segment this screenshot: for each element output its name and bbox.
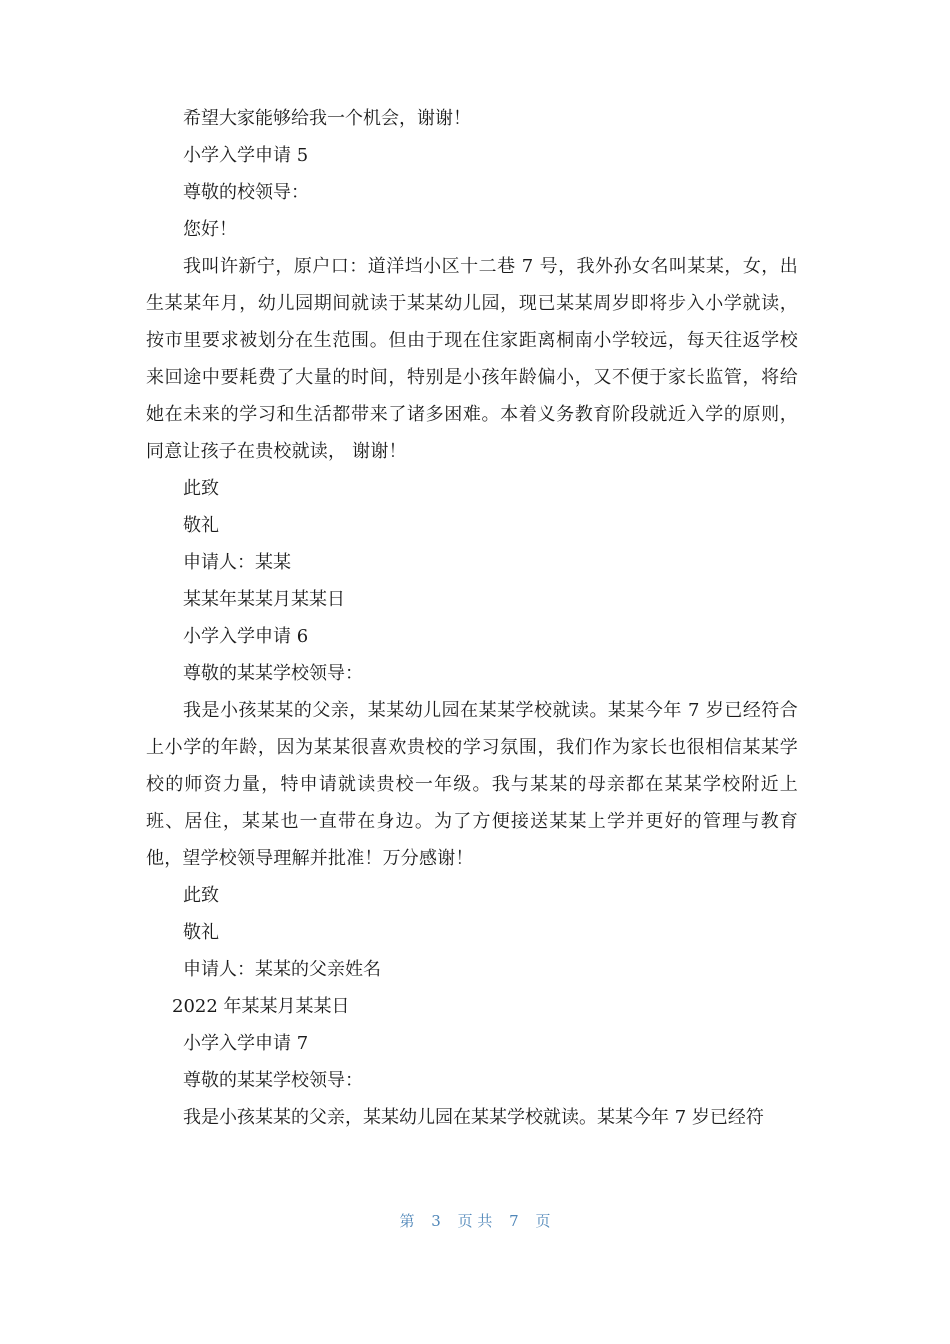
date-6: 2022 年某某月某某日 bbox=[172, 996, 350, 1017]
applicant-6: 申请人：某某的父亲姓名 bbox=[183, 959, 381, 980]
salutation-7: 尊敬的某某学校领导： bbox=[183, 1070, 363, 1091]
footer-middle: 页 共 bbox=[457, 1212, 493, 1230]
document-body bbox=[146, 100, 798, 1136]
body-paragraph-5: 我叫许新宁，原户口：道洋垱小区十二巷 7 号，我外孙女名叫某某，女，出生某某年月，幼儿园期间就读于某某幼儿园，现已某某周岁即将步入小学就读，按市里要求被划分在生范围。但由于现在住家距离桐南小学较远，每天往返学校来回途中要耗费了大量的时间，特别是小孩年龄偏小，又不便于家长监管，将给她在未来的学习和生活都带来了诸多困难。本着义务教育阶段就近入学的原则，同意让孩子在贵校就读， 谢谢！ bbox=[146, 256, 798, 462]
heading-application-5: 小学入学申请 5 bbox=[183, 145, 309, 166]
closing-cizhi-5: 此致 bbox=[183, 478, 219, 499]
page-footer bbox=[0, 1210, 950, 1231]
salutation-5: 尊敬的校领导： bbox=[183, 182, 309, 203]
footer-current-page: 3 bbox=[431, 1212, 441, 1230]
footer-prefix: 第 bbox=[399, 1212, 415, 1230]
closing-jingli-6: 敬礼 bbox=[183, 922, 219, 943]
footer-suffix: 页 bbox=[535, 1212, 551, 1230]
body-paragraph-6: 我是小孩某某的父亲，某某幼儿园在某某学校就读。某某今年 7 岁已经符合上小学的年龄，因为某某很喜欢贵校的学习氛围，我们作为家长也很相信某某学校的师资力量，特申请就读贵校一年级。我与某某的母亲都在某某学校附近上班、居住，某某也一直带在身边。为了方便接送某某上学并更好的管理与教育他，望学校领导理解并批准！万分感谢！ bbox=[146, 700, 798, 869]
body-paragraph-7-start: 我是小孩某某的父亲，某某幼儿园在某某学校就读。某某今年 7 岁已经符 bbox=[183, 1107, 764, 1128]
heading-application-6: 小学入学申请 6 bbox=[183, 626, 309, 647]
greeting-5: 您好！ bbox=[183, 219, 237, 240]
closing-hope-line: 希望大家能够给我一个机会，谢谢！ bbox=[183, 108, 471, 129]
footer-total-pages: 7 bbox=[509, 1212, 519, 1230]
heading-application-7: 小学入学申请 7 bbox=[183, 1033, 309, 1054]
closing-jingli-5: 敬礼 bbox=[183, 515, 219, 536]
applicant-5: 申请人：某某 bbox=[183, 552, 291, 573]
date-5: 某某年某某月某某日 bbox=[183, 589, 345, 610]
salutation-6: 尊敬的某某学校领导： bbox=[183, 663, 363, 684]
closing-cizhi-6: 此致 bbox=[183, 885, 219, 906]
